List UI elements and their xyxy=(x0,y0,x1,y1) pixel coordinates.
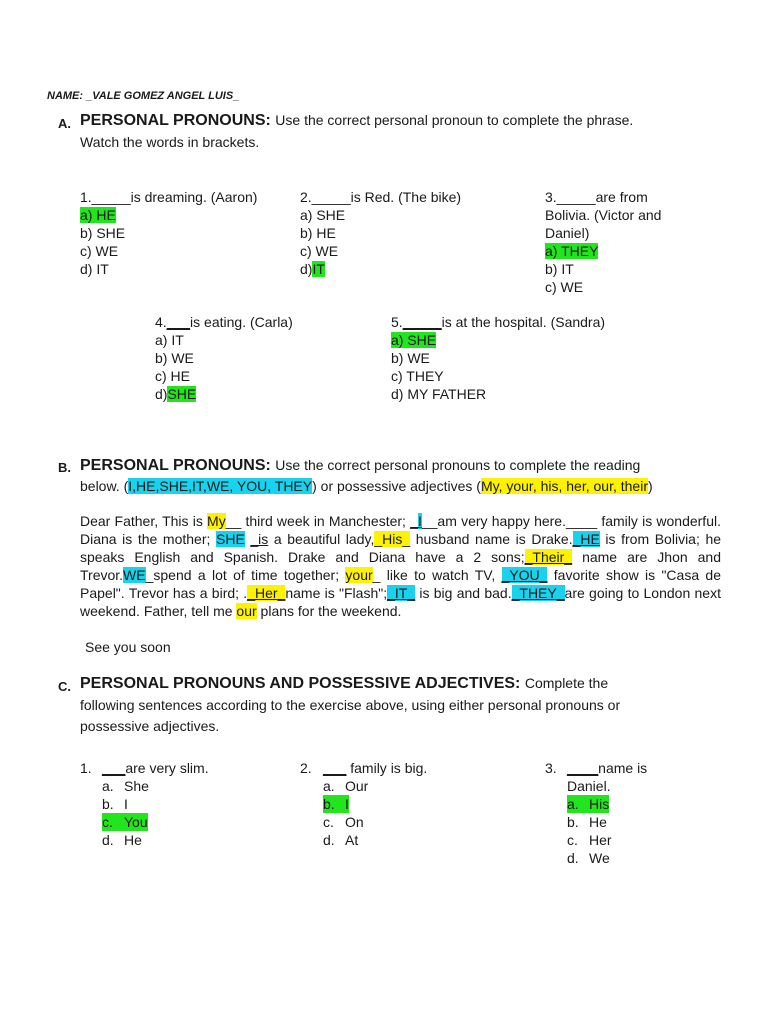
question-a5 xyxy=(391,313,605,403)
question-prompt: 2._____is Red. (The bike) xyxy=(300,189,462,205)
answer-option: b) WE xyxy=(155,350,194,366)
question-prompt: 4.___is eating. (Carla) xyxy=(155,314,293,330)
section-a-title: PERSONAL PRONOUNS: xyxy=(80,112,271,129)
paragraph-text: favorite show is "Casa de Papel". Trevor has a bird; . xyxy=(80,567,721,601)
answer-option: c) WE xyxy=(300,243,339,259)
filled-answer: SHE xyxy=(216,531,245,547)
answer-option: a. She xyxy=(102,778,149,794)
answer-option: d. He xyxy=(102,832,142,848)
paragraph-text: are going to London next weekend. Father, tell me xyxy=(80,585,721,619)
paragraph-text: _ like to watch TV, xyxy=(372,567,502,583)
paragraph-text: is big and bad. xyxy=(415,585,512,601)
closing-line: See you soon xyxy=(85,639,171,655)
answer-option-selected: a) HE xyxy=(80,207,116,223)
paragraph-text: name are Jhon and Trevor. xyxy=(80,549,721,583)
section-a-instruction-2: Watch the words in brackets. xyxy=(80,134,260,150)
filled-answer: _His_ xyxy=(374,531,411,547)
question-prompt: 3._____are from xyxy=(545,189,648,205)
paragraph-text: _ xyxy=(410,513,418,529)
answer-option: d) IT xyxy=(80,261,109,277)
answer-option-selected: IT xyxy=(312,261,325,277)
paragraph-text: __am very happy here.____ family is wonderful. Diana is the mother; xyxy=(80,513,721,547)
answer-option-selected: c. You xyxy=(102,814,148,830)
reading-paragraph xyxy=(80,512,721,620)
answer-option: b) IT xyxy=(545,261,574,277)
section-b-letter: B. xyxy=(58,460,71,475)
answer-option: a. Our xyxy=(323,778,369,794)
paragraph-text: __ third week in Manchester; xyxy=(225,513,411,529)
answer-option: d) MY FATHER xyxy=(391,386,487,402)
section-b-instruction-2: below. (I,HE,SHE,IT,WE, YOU, THEY) or possessive adjectives (My, your, his, her, our, their) xyxy=(80,478,653,494)
question-prompt: Bolivia. (Victor and xyxy=(545,207,662,223)
section-c-title: PERSONAL PRONOUNS AND POSSESSIVE ADJECTIVES: xyxy=(80,675,521,692)
filled-answer: WE xyxy=(123,567,146,583)
section-a-letter: A. xyxy=(58,116,71,131)
question-prompt: 5._____is at the hospital. (Sandra) xyxy=(391,314,606,330)
answer-option: b) WE xyxy=(391,350,430,366)
answer-option: b) HE xyxy=(300,225,336,241)
section-a-header xyxy=(80,112,633,130)
question-prompt: Daniel) xyxy=(545,225,590,241)
section-a-instruction: Use the correct personal pronoun to complete the phrase. xyxy=(275,112,634,128)
filled-answer: I xyxy=(417,513,422,529)
answer-option: c) WE xyxy=(80,243,119,259)
paragraph-text: a beautiful lady, xyxy=(268,531,375,547)
answer-option: a) SHE xyxy=(300,207,346,223)
adjective-list: My, your, his, her, our, their xyxy=(480,478,648,494)
question-a1 xyxy=(80,188,257,278)
answer-option: b) SHE xyxy=(80,225,126,241)
answer-option: d. At xyxy=(323,832,359,848)
section-c-instruction: Complete the xyxy=(524,675,609,691)
answer-option: c) HE xyxy=(155,368,190,384)
section-c-letter: C. xyxy=(58,679,71,694)
answer-option-letter: d) xyxy=(155,386,168,402)
filled-answer: _THEY_ xyxy=(511,585,565,601)
paragraph-text: Dear Father, This is xyxy=(80,513,208,529)
filled-answer: _Her_ xyxy=(247,585,286,601)
answer-option: a) IT xyxy=(155,332,184,348)
paragraph-text: _is xyxy=(250,531,269,547)
question-c2: 2. ___ family is big. a. Our b. I c. On d. At xyxy=(300,760,428,848)
filled-answer: your xyxy=(345,567,373,583)
question-c1: 1. ___ are very slim. a. She b. I c. You d. He xyxy=(80,760,209,848)
question-a2 xyxy=(300,188,461,278)
pronoun-list: I,HE,SHE,IT,WE, YOU, THEY xyxy=(128,478,313,494)
filled-answer: My xyxy=(207,513,226,529)
answer-option-selected: SHE xyxy=(167,386,197,402)
answer-option: c. On xyxy=(323,814,364,830)
student-name: NAME: _VALE GOMEZ ANGEL LUIS_ xyxy=(47,90,240,102)
section-b-title: PERSONAL PRONOUNS: xyxy=(80,457,271,474)
filled-answer: _YOU_ xyxy=(501,567,548,583)
filled-answer: _Their_ xyxy=(524,549,573,565)
section-c-instruction-3: possessive adjectives. xyxy=(80,718,220,734)
paragraph-text: _spend a lot of time together; xyxy=(145,567,346,583)
paragraph-text: is from Bolivia; he speaks English and Spanish. Drake and Diana have a 2 sons; xyxy=(80,531,722,565)
question-a3 xyxy=(545,188,661,296)
question-a4 xyxy=(155,313,293,403)
paragraph-text: plans for the weekend. xyxy=(256,603,402,619)
answer-option: b. He xyxy=(567,814,607,830)
filled-answer: our xyxy=(236,603,257,619)
filled-answer: _IT_ xyxy=(387,585,416,601)
section-b-instruction: Use the correct personal pronouns to complete the reading xyxy=(275,457,641,473)
question-prompt: 1._____is dreaming. (Aaron) xyxy=(80,189,258,205)
paragraph-text: husband name is Drake. xyxy=(410,531,573,547)
section-c-instruction-2: following sentences according to the exercise above, using either personal pronouns or xyxy=(80,697,621,713)
answer-option-letter: d) xyxy=(300,261,313,277)
question-c3: 3. ____ name is Daniel. a. His b. He c. Her d. We xyxy=(545,760,648,866)
answer-option-selected: b. I xyxy=(323,796,349,812)
answer-option-selected: a) THEY xyxy=(545,243,599,259)
answer-option: c) WE xyxy=(545,279,584,295)
answer-option: d. We xyxy=(567,850,610,866)
answer-option-selected: a. His xyxy=(567,796,610,812)
answer-option: c. Her xyxy=(567,832,612,848)
section-c-header xyxy=(80,675,608,693)
answer-option-selected: a) SHE xyxy=(391,332,437,348)
paragraph-text: name is "Flash"; xyxy=(285,585,388,601)
answer-option: b. I xyxy=(102,796,128,812)
answer-option: c) THEY xyxy=(391,368,444,384)
section-b-header xyxy=(80,457,640,475)
filled-answer: _HE xyxy=(572,531,600,547)
